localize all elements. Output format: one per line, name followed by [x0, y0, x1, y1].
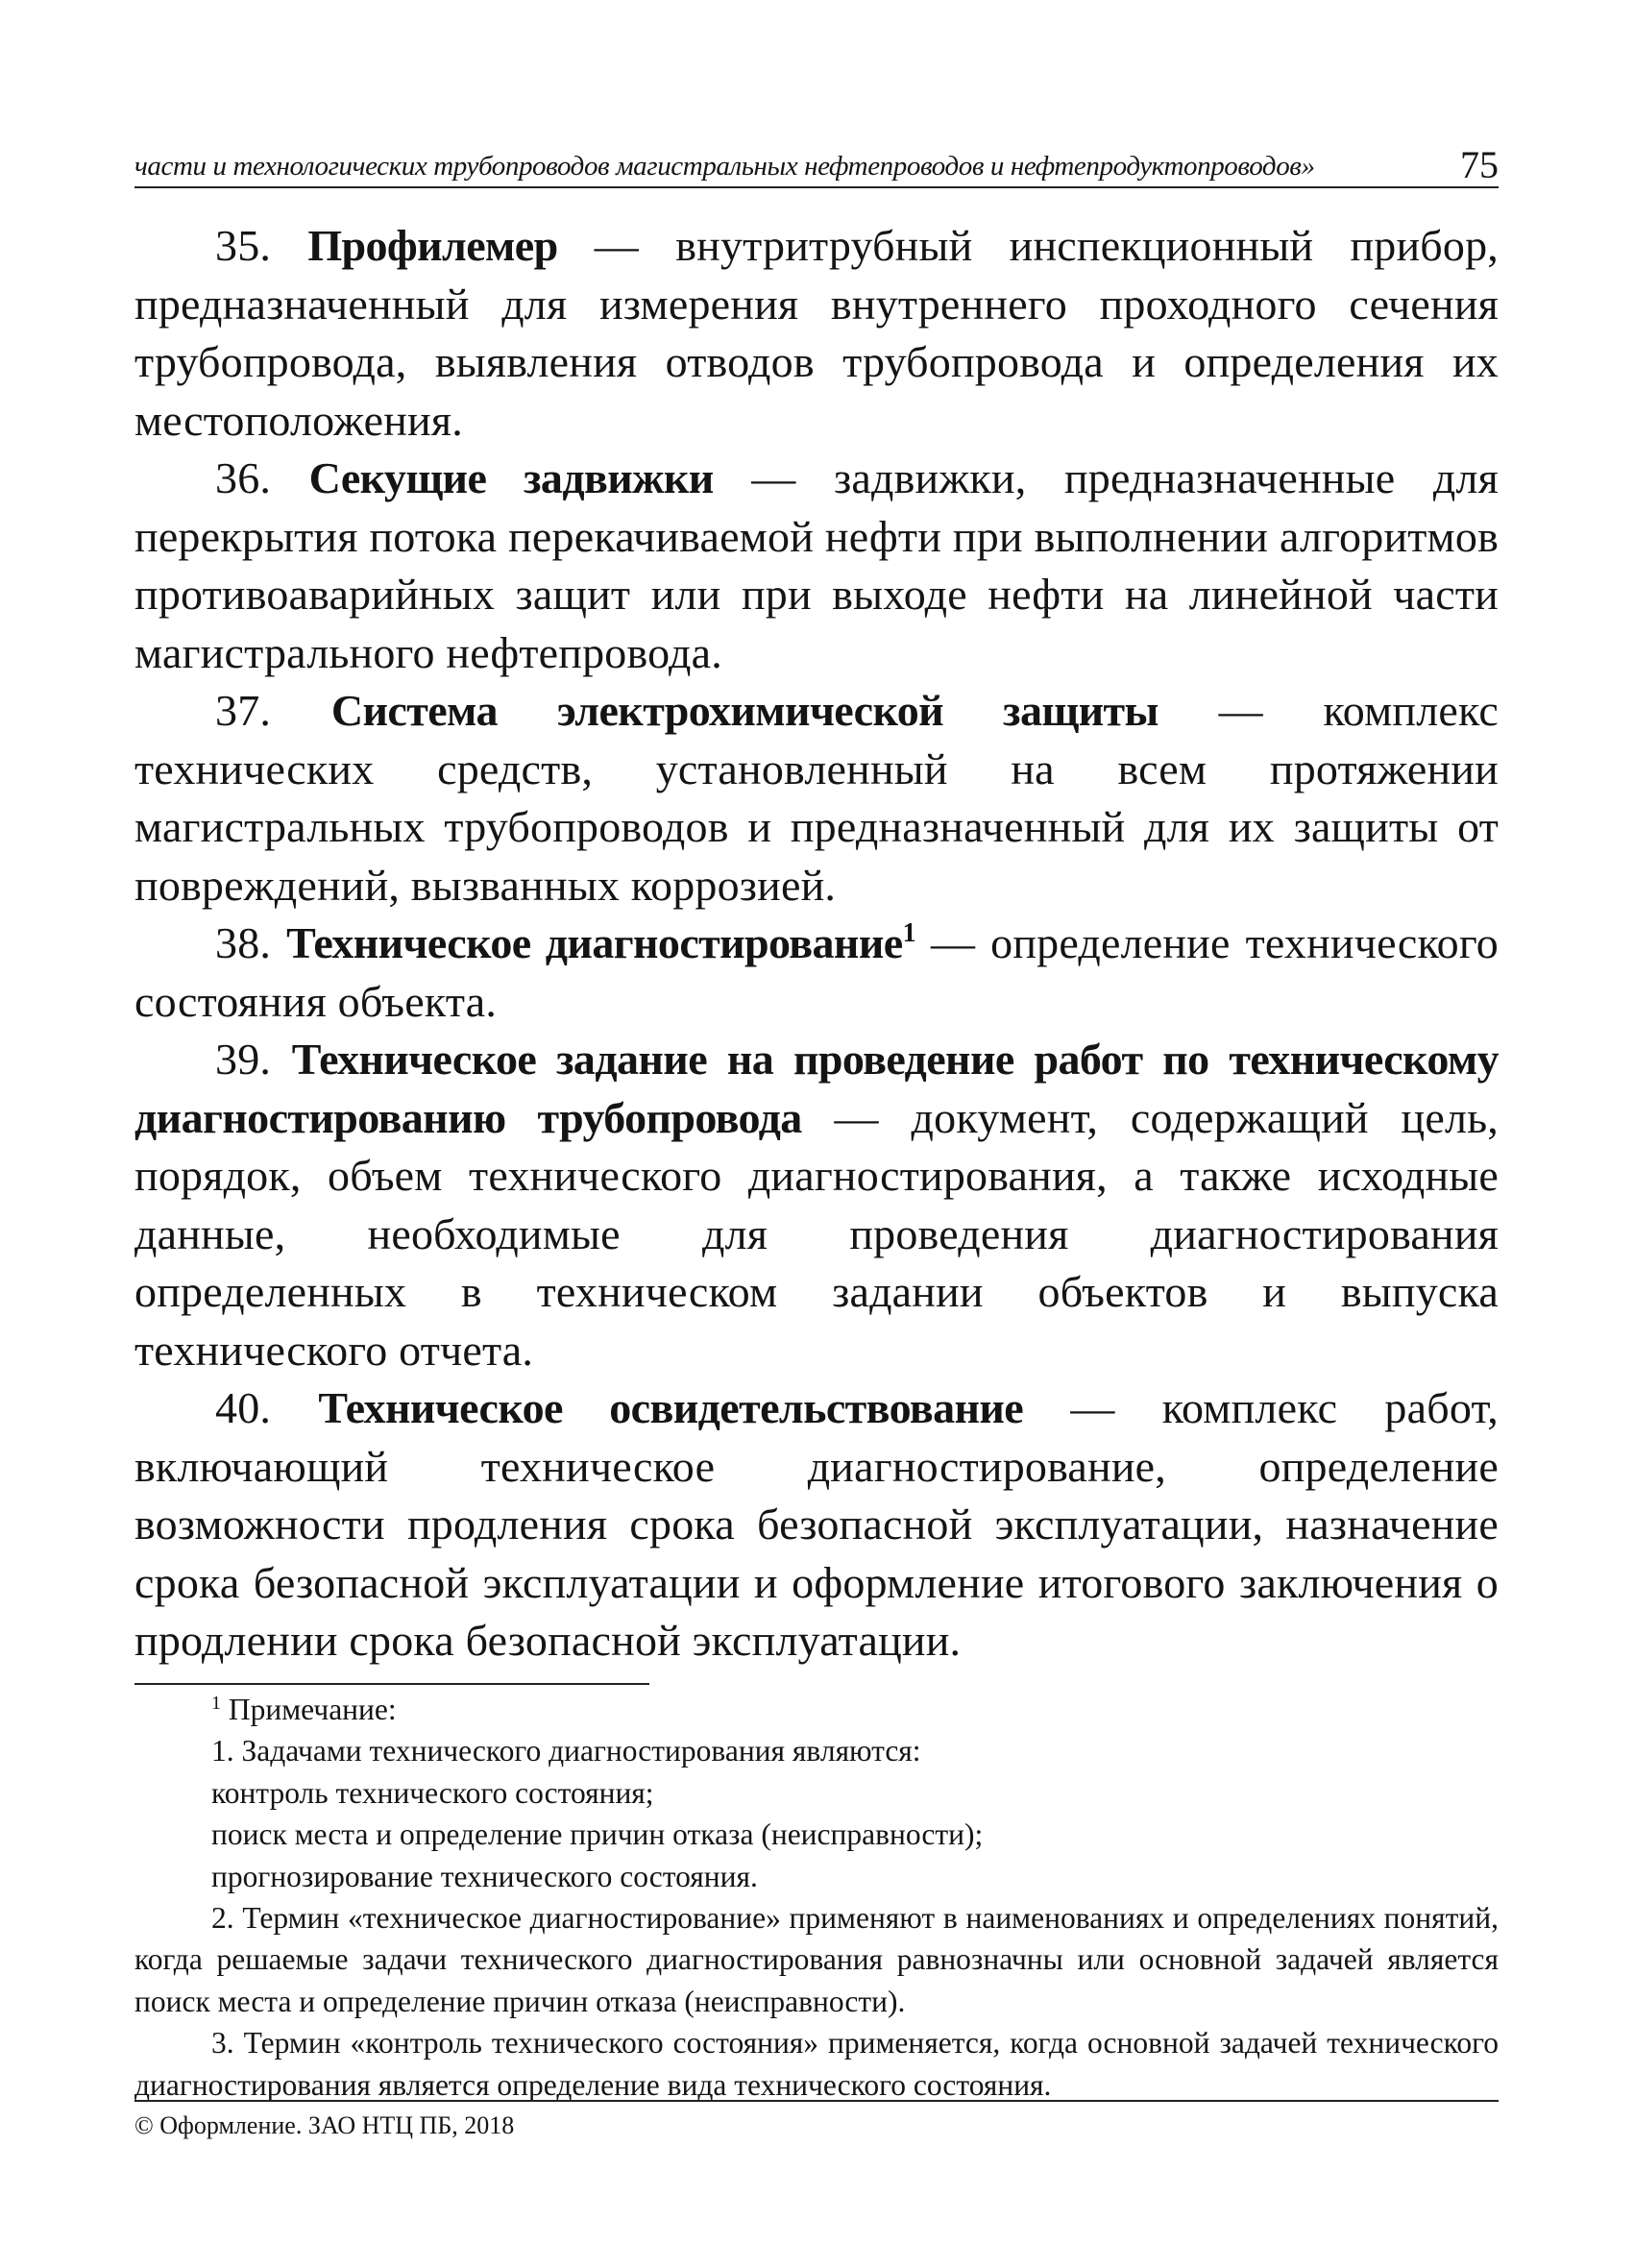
running-header-title: части и технологических трубопроводов магистральных нефтепроводов и нефтепродуктопроводов»	[134, 151, 1315, 182]
running-header	[134, 144, 1499, 188]
term-36	[134, 450, 1499, 682]
term-name: Профилемер	[307, 221, 558, 270]
footnote-line: 2. Термин «техническое диагностирование» применяют в наименованиях и определениях понятий, когда решаемые задачи технического диагностирования равнозначны или основной задачей является поиск места и определение причин отказа (неисправности).	[134, 1901, 1499, 2018]
footnote-line: поиск места и определение причин отказа (неисправности);	[211, 1817, 984, 1852]
footnote-title	[134, 1689, 1499, 1730]
footnote	[134, 1689, 1499, 2106]
bottom-separator	[134, 2100, 1499, 2102]
term-37	[134, 682, 1499, 915]
page-number: 75	[1460, 143, 1499, 186]
term-38	[134, 915, 1499, 1031]
term-39	[134, 1031, 1499, 1379]
footnote-separator	[134, 1683, 649, 1685]
footnote-line: прогнозирование технического состояния.	[211, 1859, 758, 1893]
term-number: 38.	[215, 918, 272, 967]
term-name: Система электрохимической защиты	[330, 686, 1158, 735]
term-number: 39.	[215, 1035, 272, 1084]
term-number: 36.	[215, 453, 272, 502]
term-name: Техническое диагностирование	[286, 918, 903, 967]
term-definition: — документ, содержащий цель, порядок, объем технического диагностирования, а также исходные данные, необходимые для проведения диагностирования определенных в техническом задании объектов и выпуска технического отчета.	[134, 1092, 1499, 1375]
term-40	[134, 1379, 1499, 1671]
term-35	[134, 217, 1499, 450]
footnote-line: контроль технического состояния;	[211, 1775, 654, 1810]
term-name: Техническое задание на проведение работ по техническому диагностированию трубопровода	[134, 1035, 1499, 1142]
footnote-line: 1. Задачами технического диагностирования являются:	[211, 1734, 921, 1768]
term-number: 40.	[215, 1383, 272, 1432]
term-definition: — комплекс технических средств, установленный на всем протяжении магистральных трубопроводов и предназначенный для их защиты от повреждений, вызванных коррозией.	[134, 686, 1499, 910]
footnote-title-text: Примечание:	[221, 1693, 397, 1726]
term-name: Секущие задвижки	[308, 453, 714, 502]
copyright-notice: © Оформление. ЗАО НТЦ ПБ, 2018	[134, 2111, 515, 2139]
footnote-line: 3. Термин «контроль технического состояния» применяется, когда основной задачей технического диагностирования является определение вида технического состояния.	[134, 2026, 1499, 2102]
term-definition: — задвижки, предназначенные для перекрытия потока перекачиваемой нефти при выполнении алгоритмов противоаварийных защит или при выходе нефти на линейной части магистрального нефтепровода.	[134, 453, 1500, 677]
term-number: 35.	[215, 221, 272, 270]
term-definition: — внутритрубный инспекционный прибор, предназначенный для измерения внутреннего проходного сечения трубопровода, выявления отводов трубопровода и определения их местоположения.	[134, 221, 1499, 445]
term-definition: — комплекс работ, включающий техническое диагностирование, определение возможности продления срока безопасной эксплуатации, назначение срока безопасной эксплуатации и оформление итогового заключения о продлении срока безопасной эксплуатации.	[134, 1383, 1499, 1665]
footnote-reference: 1	[902, 918, 915, 948]
term-definition: — определение технического состояния объекта.	[134, 918, 1499, 1026]
term-number: 37.	[215, 686, 272, 735]
footnote-mark: 1	[211, 1693, 221, 1714]
definitions-list	[134, 217, 1499, 1671]
term-name: Техническое освидетельствование	[318, 1383, 1024, 1432]
